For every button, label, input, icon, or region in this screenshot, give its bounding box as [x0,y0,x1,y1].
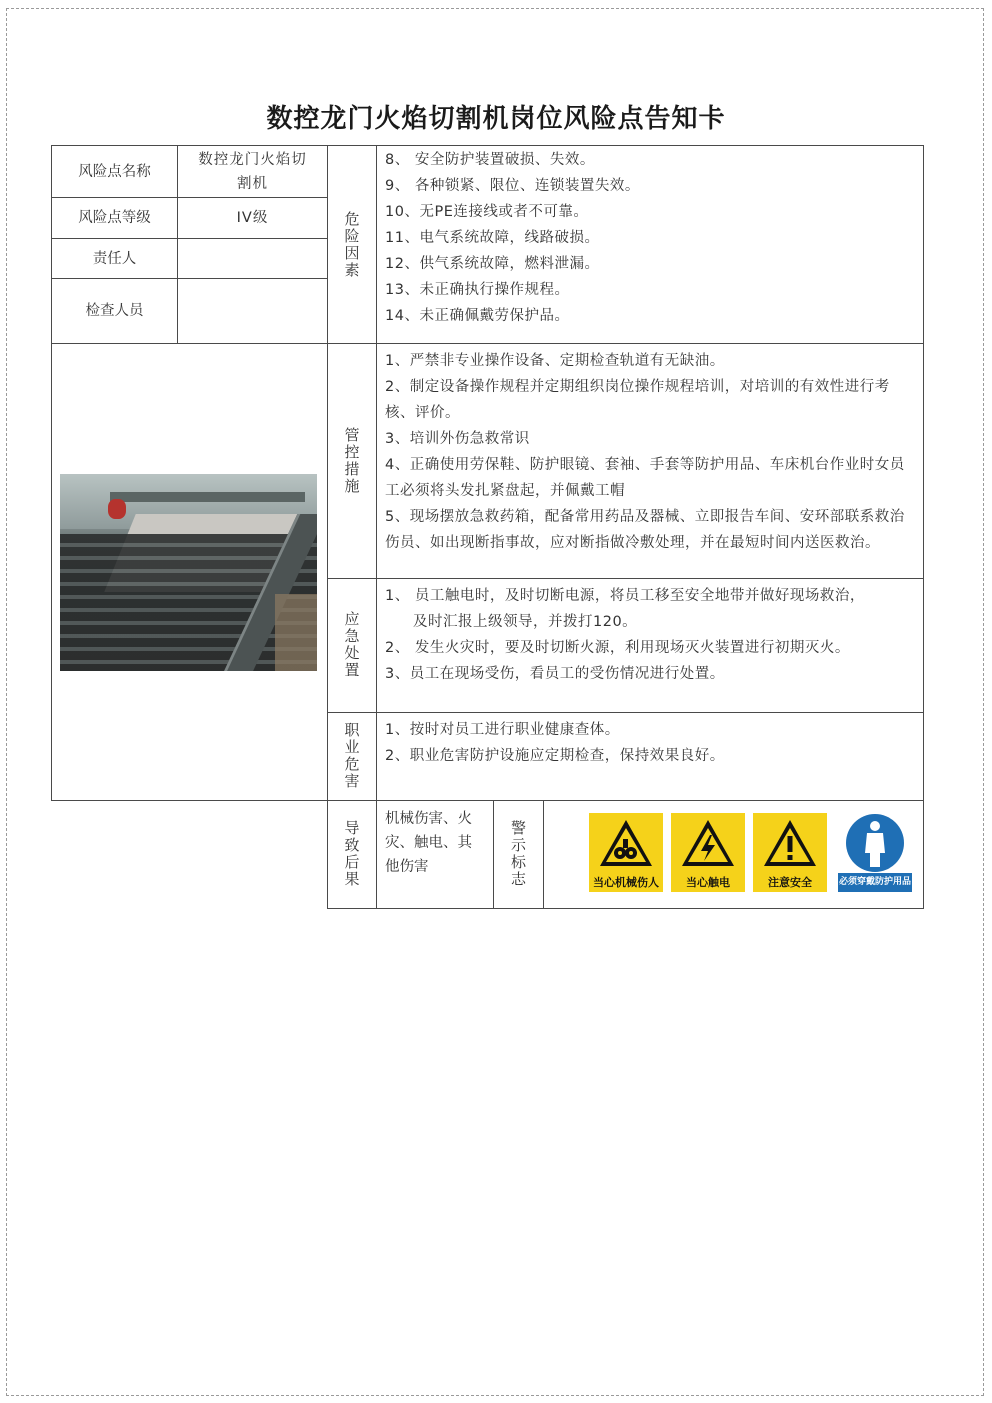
hazard-item: 11、电气系统故障，线路破损。 [385,230,600,246]
hazards-label [328,146,377,344]
hazard-item: 12、供气系统故障，燃料泄漏。 [385,256,600,272]
exclamation-icon [761,817,819,869]
sign-caption: 当心机械伤人 [589,873,663,892]
controls-label [328,344,377,578]
consequence-text: 机械伤害、火灾、触电、其他伤害 [377,800,494,908]
hazard-item: 9、 各种锁紧、限位、连锁装置失效。 [385,178,640,194]
risk-card-table [51,145,924,909]
hazard-item: 10、无PE连接线或者不可靠。 [385,204,589,220]
risk-level-value: IV级 [178,198,328,239]
emergency-item: 及时汇报上级领导，并拨打120。 [413,613,638,630]
occupational-label-text: 职业危害 [344,721,360,791]
inspector-label: 检查人员 [52,279,178,344]
gear-hand-icon [597,817,655,869]
occupational-label [328,712,377,800]
risk-name-label: 风险点名称 [52,146,178,198]
warning-label-text: 警示标志 [510,819,526,889]
sign-protective [838,813,912,892]
sign-caption: 注意安全 [753,873,827,892]
emergency-item: 1、 员工触电时，及时切断电源，将员工移至安全地带并做好现场救治， [385,587,865,604]
sign-safety [753,813,827,892]
control-item: 4、正确使用劳保鞋、防护眼镜、套袖、手套等防护用品、车床机台作业时女员工必须将头发扎紧盘起，并佩戴工帽 [385,457,905,500]
emergency-label [328,578,377,712]
control-item: 3、培训外伤急救常识 [385,431,530,448]
blank-cell [52,800,328,908]
risk-level-label: 风险点等级 [52,198,178,239]
consequence-label [328,800,377,908]
emergency-label-text: 应急处置 [344,610,360,680]
warning-signs [544,800,924,908]
emergency-item: 3、员工在现场受伤，看员工的受伤情况进行处置。 [385,665,725,682]
occupational-item: 2、职业危害防护设施应定期检查，保持效果良好。 [385,747,725,764]
emergency-list [377,578,924,712]
owner-value [178,239,328,279]
controls-list [377,344,924,578]
equipment-photo-cell [52,344,328,801]
sign-caption: 当心触电 [671,873,745,892]
sign-caption: 必须穿戴防护用品 [838,873,912,892]
lightning-icon [679,817,737,869]
consequence-label-text: 导致后果 [344,819,360,889]
hazard-item: 14、未正确佩戴劳保护品。 [385,308,570,324]
occupational-item: 1、按时对员工进行职业健康查体。 [385,721,620,738]
control-item: 5、现场摆放急救药箱，配备常用药品及器械、立即报告车间、安环部联系救治伤员、如出现断指事故，应对断指做冷敷处理，并在最短时间内送医救治。 [385,509,905,552]
control-item: 1、严禁非专业操作设备、定期检查轨道有无缺油。 [385,353,725,370]
risk-name-value: 数控龙门火焰切割机 [178,146,328,198]
owner-label: 责任人 [52,239,178,279]
control-item: 2、制定设备操作规程并定期组织岗位操作规程培训，对培训的有效性进行考核、评价。 [385,379,890,422]
page-title: 数控龙门火焰切割机岗位风险点告知卡 [266,104,726,134]
emergency-item: 2、 发生火灾时，要及时切断火源，利用现场灭火装置进行初期灭火。 [385,639,850,656]
controls-label-text: 管控措施 [344,425,360,495]
hazard-item: 13、未正确执行操作规程。 [385,282,570,298]
inspector-value [178,279,328,344]
sign-mechanical [589,813,663,892]
equipment-photo [60,474,317,671]
hazards-label-text: 危险因素 [344,209,360,279]
sign-electric [671,813,745,892]
hazard-item: 8、 安全防护装置破损、失效。 [385,152,595,168]
warning-label [494,800,544,908]
occupational-list [377,712,924,800]
hazards-list [377,146,924,344]
protective-clothing-icon [845,813,905,873]
